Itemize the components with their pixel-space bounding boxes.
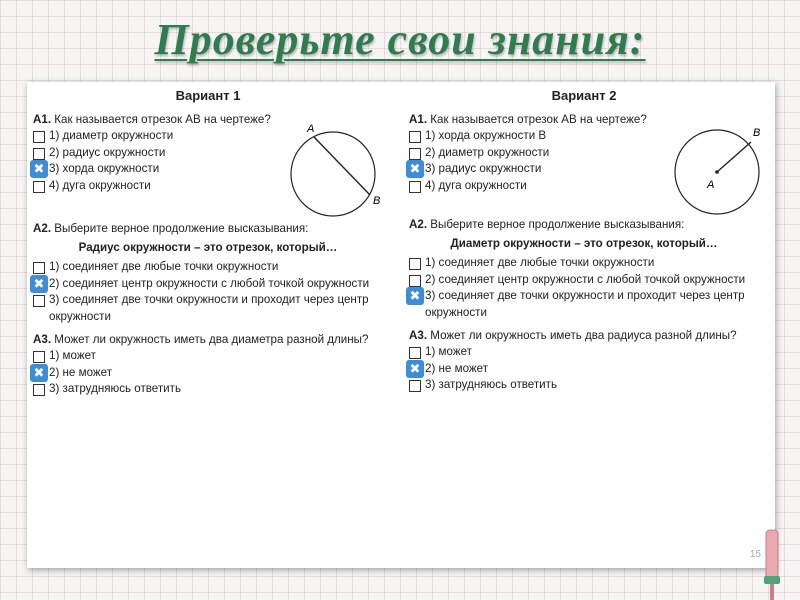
- v1-a1-option-3: 3) хорда окружности: [49, 162, 160, 175]
- v2-a3-option-1: 1) может: [425, 345, 472, 358]
- variant-2: [409, 88, 759, 400]
- v1-a2-checkbox-2[interactable]: [33, 279, 45, 291]
- v1-a3-option[interactable]: [33, 381, 383, 398]
- v1-point-a-label: A: [307, 123, 315, 135]
- v1-a1-option[interactable]: [33, 128, 273, 145]
- v1-a3-option-1: 1) может: [49, 349, 96, 362]
- v2-a3-checkbox-3[interactable]: [409, 380, 421, 392]
- v1-a2-option-3: 3) соединяет две точки окружности и проходит через центр окружности: [49, 293, 369, 323]
- v1-a3-option-3: 3) затрудняюсь ответить: [49, 382, 182, 395]
- v1-a2-option-1: 1) соединяет две любые точки окружности: [49, 260, 279, 273]
- v1-a3-label: А3.: [33, 333, 52, 346]
- v2-question-a2: [409, 216, 759, 321]
- v2-a3-checkbox-2[interactable]: [409, 364, 421, 376]
- v2-point-a-label: A: [707, 179, 715, 191]
- v2-a3-checkbox-1[interactable]: [409, 347, 421, 359]
- v2-point-b-label: B: [753, 127, 761, 139]
- variant-1-title: Вариант 1: [175, 88, 241, 103]
- v2-a1-option-2: 2) диаметр окружности: [425, 145, 550, 159]
- v2-a2-checkbox-1[interactable]: [409, 258, 421, 270]
- v1-a1-option[interactable]: [33, 145, 273, 162]
- v2-a2-text: Выберите верное продолжение высказывания:: [430, 218, 685, 231]
- v1-a1-checkbox-3[interactable]: [33, 164, 45, 176]
- v1-circle-figure: [285, 120, 385, 220]
- worksheet: [27, 82, 775, 568]
- v1-a1-option[interactable]: [33, 161, 273, 178]
- v2-a2-subtitle: Диаметр окружности – это отрезок, который…: [450, 237, 718, 250]
- slide-title: Проверьте свои знания:: [154, 15, 646, 64]
- v1-a1-checkbox-2[interactable]: [33, 148, 45, 160]
- v2-a1-option-1: 1) хорда окружности B: [425, 129, 547, 142]
- v1-a3-text: Может ли окружность иметь два диаметра разной длины?: [54, 333, 369, 346]
- v2-a1-option[interactable]: [409, 128, 669, 145]
- v2-a2-option[interactable]: [409, 288, 759, 321]
- page-number: 15: [749, 549, 761, 560]
- v2-a1-checkbox-3[interactable]: [409, 164, 421, 176]
- v2-a2-option[interactable]: [409, 272, 759, 289]
- v1-a1-label: А1.: [33, 113, 52, 126]
- v2-a2-option-3: 3) соединяет две точки окружности и проходит через центр окружности: [425, 289, 745, 319]
- v2-a1-checkbox-1[interactable]: [409, 131, 421, 143]
- v1-question-a2: [33, 220, 383, 325]
- v1-a3-checkbox-2[interactable]: [33, 368, 45, 380]
- v2-a3-label: А3.: [409, 329, 428, 342]
- v2-a3-option-3: 3) затрудняюсь ответить: [425, 378, 558, 391]
- v1-a3-option[interactable]: [33, 348, 383, 365]
- v1-a1-option[interactable]: [33, 178, 273, 195]
- v2-a1-label: А1.: [409, 113, 428, 126]
- v1-a2-checkbox-1[interactable]: [33, 262, 45, 274]
- v1-a1-option-2: 2) радиус окружности: [49, 145, 166, 159]
- v2-a1-option-3: 3) радиус окружности: [425, 162, 542, 175]
- v2-a1-option[interactable]: [409, 178, 669, 195]
- v2-a2-checkbox-2[interactable]: [409, 275, 421, 287]
- v2-circle-figure: [669, 118, 769, 218]
- v2-a3-text: Может ли окружность иметь два радиуса разной длины?: [430, 329, 737, 342]
- v2-a3-option[interactable]: [409, 377, 759, 394]
- v2-a3-option[interactable]: [409, 361, 759, 378]
- v2-a2-option[interactable]: [409, 255, 759, 272]
- v1-a2-text: Выберите верное продолжение высказывания:: [54, 222, 309, 235]
- v1-a3-option[interactable]: [33, 365, 383, 382]
- v1-a2-option[interactable]: [33, 276, 383, 293]
- v1-point-b-label: B: [373, 195, 381, 207]
- v1-a1-option-1: 1) диаметр окружности: [49, 129, 174, 142]
- variant-1: [33, 88, 383, 404]
- v1-a2-option-2: 2) соединяет центр окружности с любой точкой окружности: [49, 276, 370, 290]
- v2-a2-option-2: 2) соединяет центр окружности с любой точкой окружности: [425, 272, 746, 286]
- v2-a1-checkbox-4[interactable]: [409, 181, 421, 193]
- v2-a1-option[interactable]: [409, 161, 669, 178]
- v2-a2-checkbox-3[interactable]: [409, 291, 421, 303]
- v1-a2-option[interactable]: [33, 292, 383, 325]
- v1-a2-subtitle: Радиус окружности – это отрезок, который…: [78, 241, 338, 254]
- v1-a3-option-2: 2) не может: [49, 365, 113, 379]
- v2-a1-text: Как называется отрезок AB на чертеже?: [430, 113, 647, 126]
- v1-a1-checkbox-1[interactable]: [33, 131, 45, 143]
- v1-a1-text: Как называется отрезок AB на чертеже?: [54, 113, 271, 126]
- v1-a3-checkbox-3[interactable]: [33, 384, 45, 396]
- v2-a3-option[interactable]: [409, 344, 759, 361]
- v2-a3-option-2: 2) не может: [425, 361, 489, 375]
- v2-a2-label: А2.: [409, 218, 428, 231]
- v1-a2-checkbox-3[interactable]: [33, 295, 45, 307]
- v1-question-a3: [33, 331, 383, 398]
- chair-decoration-icon: [762, 520, 782, 600]
- v1-a2-option[interactable]: [33, 259, 383, 276]
- v1-a1-checkbox-4[interactable]: [33, 181, 45, 193]
- variant-2-title: Вариант 2: [551, 88, 617, 103]
- v1-a2-label: А2.: [33, 222, 52, 235]
- v2-question-a3: [409, 327, 759, 394]
- v2-a1-option[interactable]: [409, 145, 669, 162]
- v2-a2-option-1: 1) соединяет две любые точки окружности: [425, 256, 655, 269]
- v2-a1-checkbox-2[interactable]: [409, 148, 421, 160]
- v1-a1-option-4: 4) дуга окружности: [49, 178, 151, 192]
- v1-a3-checkbox-1[interactable]: [33, 351, 45, 363]
- v2-a1-option-4: 4) дуга окружности: [425, 178, 527, 192]
